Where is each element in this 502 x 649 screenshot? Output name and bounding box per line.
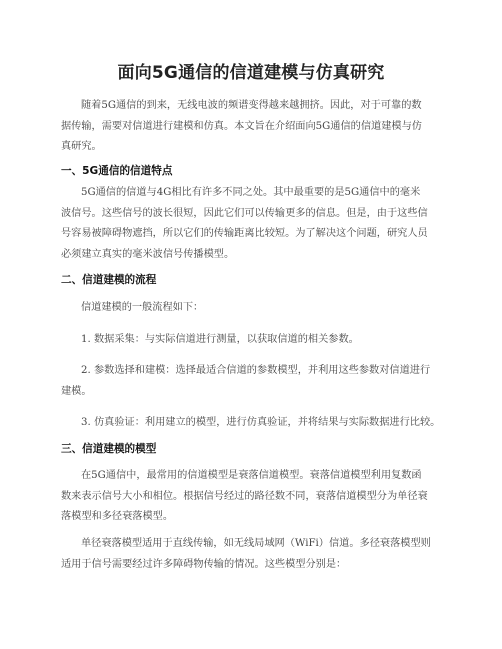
- section1-paragraph: [61, 183, 447, 265]
- intro-line: 真研究。: [61, 141, 102, 152]
- section1-line: 波信号。这些信号的波长很短，因此它们可以传输更多的信息。但是，由于这些信: [61, 207, 428, 219]
- section3-line: 单径衰落模型适用于直线传输，如无线局域网（WiFi）信道。多径衰落模型则: [81, 538, 431, 549]
- section3-line: 在5G通信中，最常用的信道模型是衰落信道模型。衰落信道模型利用复数函: [81, 470, 422, 481]
- intro-paragraph: [61, 96, 447, 158]
- section-heading-channel-characteristics: 一、5G通信的信道特点: [61, 165, 173, 177]
- intro-line: 随着5G通信的到来，无线电波的频谱变得越来越拥挤。因此，对于可靠的数: [81, 100, 422, 111]
- intro-line: 据传输，需要对信道进行建模和仿真。本文旨在介绍面向5G通信的信道建模与仿: [61, 120, 422, 132]
- section-heading-channel-models: 三、信道建模的模型: [61, 443, 157, 455]
- step-line: 1. 数据采集：与实际信道进行测量，以获取信道的相关参数。: [81, 334, 359, 345]
- section2-step2: [61, 361, 447, 402]
- section1-line: 号容易被障碍物遮挡，所以它们的传输距离比较短。为了解决这个问题，研究人员: [61, 228, 428, 239]
- section3-line: 落模型和多径衰落模型。: [61, 511, 174, 522]
- section2-intro: [61, 298, 447, 319]
- section3-line: 数来表示信号大小和相位。根据信号经过的路径数不同，衰落信道模型分为单径衰: [61, 490, 428, 502]
- section1-line: 必须建立真实的毫米波信号传播模型。: [61, 248, 235, 260]
- step-line: 建模。: [61, 385, 92, 397]
- section-heading-modeling-process: 二、信道建模的流程: [61, 274, 157, 286]
- section1-line: 5G通信的信道与4G相比有许多不同之处。其中最重要的是5G通信中的毫米: [81, 187, 421, 198]
- section2-step1: [61, 330, 447, 351]
- section3-paragraph1: [61, 466, 447, 528]
- step-line: 2. 参数选择和建模：选择最适合信道的参数模型，并利用这些参数对信道进行: [81, 365, 431, 376]
- section2-step3: [61, 413, 447, 434]
- section3-paragraph2: [61, 534, 447, 575]
- step-line: 3. 仿真验证：利用建立的模型，进行仿真验证，并将结果与实际数据进行比较。: [81, 417, 441, 428]
- document-title: 面向5G通信的信道建模与仿真研究: [117, 63, 385, 83]
- section2-intro-line: 信道建模的一般流程如下：: [81, 302, 204, 313]
- section3-line: 适用于信号需要经过许多障碍物传输的情况。这些模型分别是：: [61, 558, 347, 570]
